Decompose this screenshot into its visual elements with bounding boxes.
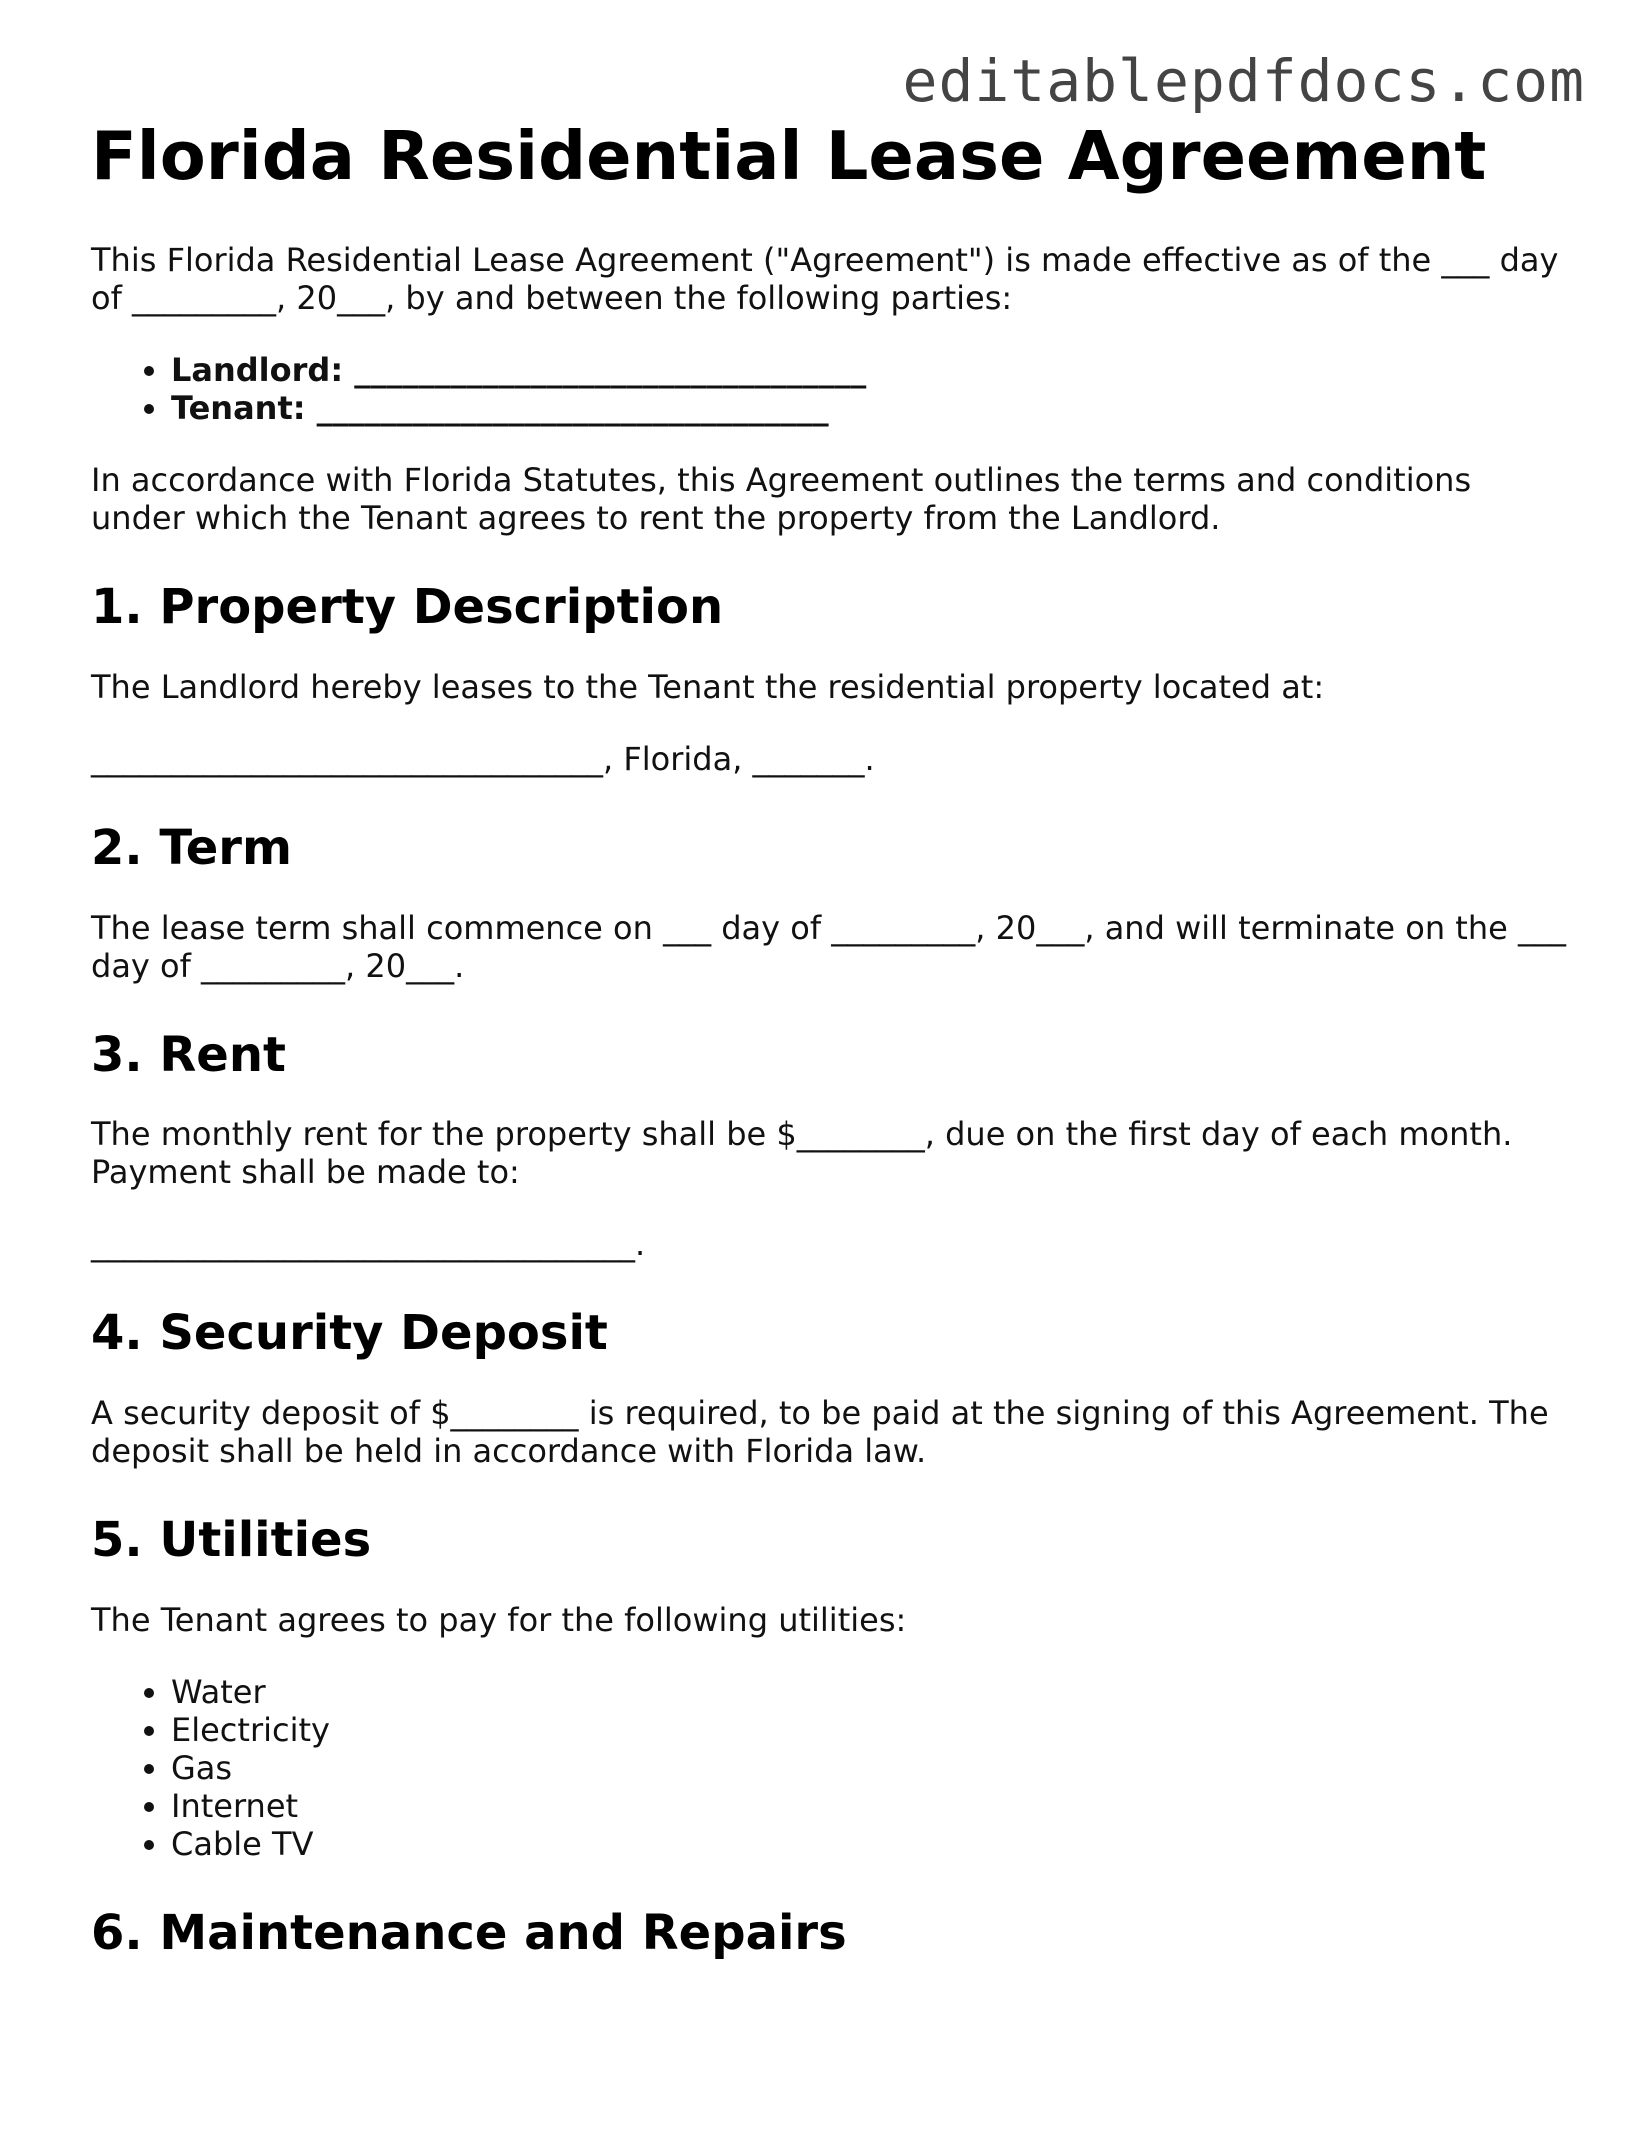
section-heading-maintenance: 6. Maintenance and Repairs <box>91 1905 847 1962</box>
rent-payee-line: __________________________________. <box>91 1225 646 1264</box>
document-body <box>91 118 1571 1994</box>
term-text: The lease term shall commence on ___ day of _________, 20___, and will terminate on the ___ day of _________, 20___. <box>91 908 1566 985</box>
list-item: • Electricity <box>171 1711 1571 1749</box>
section-heading-deposit: 4. Security Deposit <box>91 1305 608 1362</box>
document-title: Florida Residential Lease Agreement <box>91 117 1487 195</box>
party-tenant-label: Tenant: <box>171 389 306 428</box>
property-address-line: ________________________________, Florida, _______. <box>91 739 875 778</box>
section-heading-term: 2. Term <box>91 819 292 876</box>
party-landlord <box>171 351 1571 389</box>
parties-list <box>91 351 1571 427</box>
list-item: • Water <box>171 1673 1571 1711</box>
intro-paragraph: This Florida Residential Lease Agreement ("Agreement") is made effective as of the ___ day of _________, 20___, by and between the following parties: <box>91 241 1559 318</box>
list-item: • Cable TV <box>171 1825 1571 1863</box>
utilities-text: The Tenant agrees to pay for the following utilities: <box>91 1601 907 1640</box>
section-heading-property: 1. Property Description <box>91 579 724 636</box>
list-item: • Gas <box>171 1749 1571 1787</box>
deposit-text: A security deposit of $________ is required, to be paid at the signing of this Agreement. The deposit shall be held in accordance with Florida law. <box>91 1394 1549 1471</box>
accordance-paragraph: In accordance with Florida Statutes, this Agreement outlines the terms and conditions under which the Tenant agrees to rent the property from the Landlord. <box>91 461 1472 538</box>
party-tenant-blank: ________________________________ <box>305 389 829 428</box>
party-landlord-label: Landlord: <box>171 351 344 390</box>
property-text: The Landlord hereby leases to the Tenant the residential property located at: <box>91 667 1325 706</box>
rent-text: The monthly rent for the property shall be $________, due on the first day of each month. Payment shall be made to: <box>91 1115 1513 1192</box>
watermark: editablepdfdocs.com <box>902 47 1585 115</box>
list-item: • Internet <box>171 1787 1571 1825</box>
utilities-list <box>91 1673 1571 1863</box>
party-tenant <box>171 389 1571 427</box>
section-heading-utilities: 5. Utilities <box>91 1512 372 1569</box>
party-landlord-blank: ________________________________ <box>343 351 867 390</box>
section-heading-rent: 3. Rent <box>91 1026 286 1083</box>
